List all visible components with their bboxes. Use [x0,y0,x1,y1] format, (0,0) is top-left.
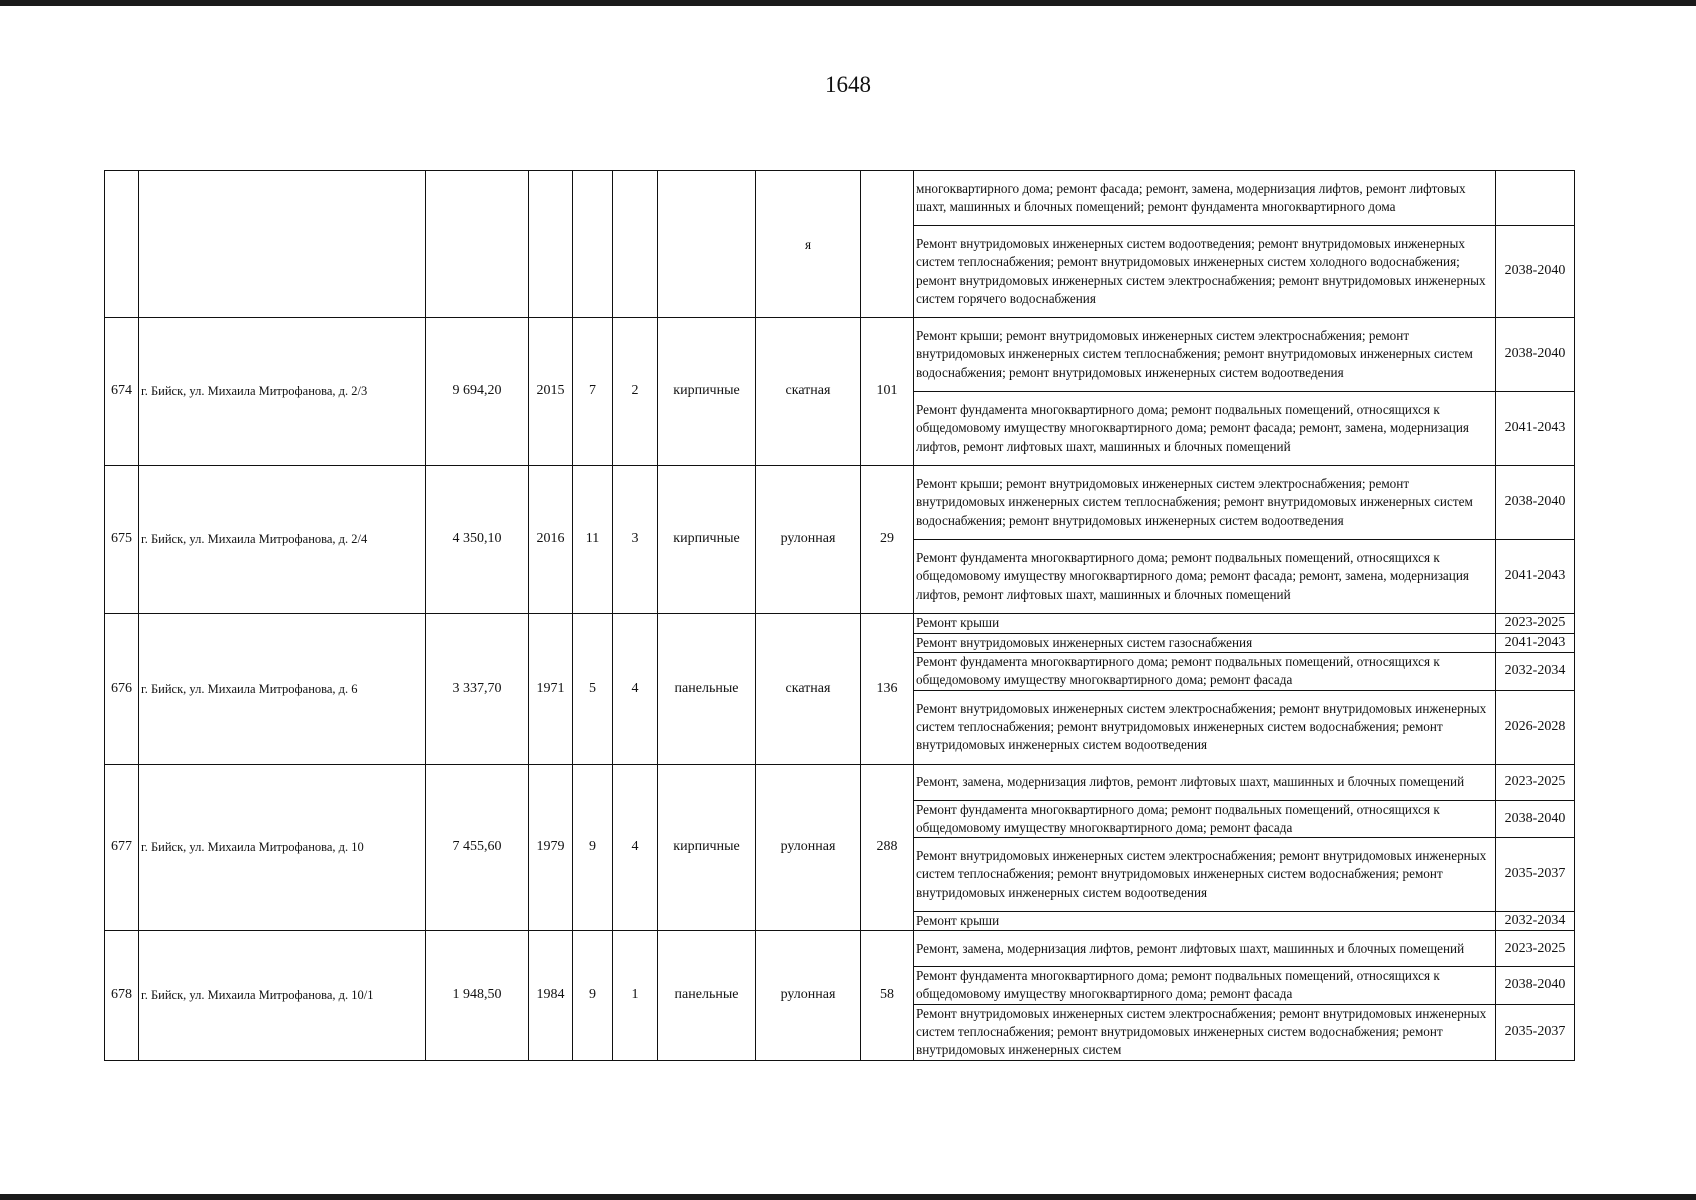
cell-work: Ремонт внутридомовых инженерных систем газоснабжения [914,634,1496,653]
cell-walls: кирпичные [658,466,756,614]
table-row [105,466,1575,540]
cell-no: 678 [105,931,139,1060]
cell-year [529,171,573,318]
cell-roof: скатная [756,614,861,765]
cell-area: 3 337,70 [426,614,529,765]
cell-period: 2041-2043 [1496,540,1575,614]
cell-address [139,171,426,318]
cell-work: Ремонт крыши [914,912,1496,931]
cell-period: 2038-2040 [1496,967,1575,1004]
cell-work: Ремонт внутридомовых инженерных систем электроснабжения; ремонт внутридомовых инженерных систем теплоснабжения; ремонт внутридомовых инженерных систем водоснабжения; ремонт внутридомовых инженерных систем водоотведения [914,690,1496,764]
cell-year: 2016 [529,466,573,614]
cell-floors: 7 [573,318,613,466]
cell-period: 2038-2040 [1496,226,1575,318]
cell-residents: 136 [861,614,914,765]
scan-edge-bottom [0,1194,1696,1200]
cell-period: 2038-2040 [1496,800,1575,837]
cell-period: 2041-2043 [1496,392,1575,466]
cell-year: 1979 [529,764,573,931]
cell-work: Ремонт внутридомовых инженерных систем водоотведения; ремонт внутридомовых инженерных систем теплоснабжения; ремонт внутридомовых инженерных систем холодного водоснабжения; ремонт внутридомовых инженерных систем электроснабжения; ремонт внутридомовых инженерных систем горячего водоснабжения [914,226,1496,318]
cell-area: 1 948,50 [426,931,529,1060]
cell-walls: панельные [658,614,756,765]
cell-roof-fragment: я [756,171,861,318]
cell-area [426,171,529,318]
cell-residents: 288 [861,764,914,931]
cell-walls: кирпичные [658,318,756,466]
cell-work: многоквартирного дома; ремонт фасада; ремонт, замена, модернизация лифтов, ремонт лифтовых шахт, машинных и блочных помещений; ремонт фундамента многоквартирного дома [914,171,1496,226]
cell-work: Ремонт фундамента многоквартирного дома; ремонт подвальных помещений, относящихся к общедомовому имуществу многоквартирного дома; ремонт фасада [914,967,1496,1004]
cell-entrances: 4 [613,764,658,931]
cell-period: 2038-2040 [1496,318,1575,392]
cell-residents: 29 [861,466,914,614]
repair-program-table [104,170,1575,1061]
cell-period: 2035-2037 [1496,838,1575,912]
cell-roof: скатная [756,318,861,466]
cell-period: 2035-2037 [1496,1004,1575,1060]
cell-roof: рулонная [756,466,861,614]
cell-residents: 58 [861,931,914,1060]
table-row [105,764,1575,800]
cell-area: 4 350,10 [426,466,529,614]
cell-work: Ремонт крыши [914,614,1496,634]
cell-work: Ремонт, замена, модернизация лифтов, ремонт лифтовых шахт, машинных и блочных помещений [914,931,1496,967]
cell-entrances: 4 [613,614,658,765]
table-row [105,614,1575,634]
cell-year: 1984 [529,931,573,1060]
cell-no [105,171,139,318]
cell-period: 2026-2028 [1496,690,1575,764]
cell-address: г. Бийск, ул. Михаила Митрофанова, д. 6 [139,614,426,765]
cell-roof: рулонная [756,931,861,1060]
cell-no: 674 [105,318,139,466]
table-body [105,171,1575,1061]
cell-address: г. Бийск, ул. Михаила Митрофанова, д. 2/3 [139,318,426,466]
cell-year: 1971 [529,614,573,765]
cell-period: 2023-2025 [1496,614,1575,634]
cell-roof: рулонная [756,764,861,931]
cell-entrances: 3 [613,466,658,614]
continuation-row [105,171,1575,226]
cell-period: 2032-2034 [1496,912,1575,931]
cell-period: 2032-2034 [1496,653,1575,690]
cell-work: Ремонт фундамента многоквартирного дома; ремонт подвальных помещений, относящихся к общедомовому имуществу многоквартирного дома; ремонт фасада; ремонт, замена, модернизация лифтов, ремонт лифтовых шахт, машинных и блочных помещений [914,392,1496,466]
cell-work: Ремонт внутридомовых инженерных систем электроснабжения; ремонт внутридомовых инженерных систем теплоснабжения; ремонт внутридомовых инженерных систем водоснабжения; ремонт внутридомовых инженерных систем [914,1004,1496,1060]
cell-work: Ремонт, замена, модернизация лифтов, ремонт лифтовых шахт, машинных и блочных помещений [914,764,1496,800]
cell-address: г. Бийск, ул. Михаила Митрофанова, д. 2/4 [139,466,426,614]
cell-floors: 11 [573,466,613,614]
cell-work: Ремонт фундамента многоквартирного дома; ремонт подвальных помещений, относящихся к общедомовому имуществу многоквартирного дома; ремонт фасада; ремонт, замена, модернизация лифтов, ремонт лифтовых шахт, машинных и блочных помещений [914,540,1496,614]
table-row [105,318,1575,392]
scan-edge-top [0,0,1696,6]
cell-walls: кирпичные [658,764,756,931]
cell-entrances [613,171,658,318]
cell-residents [861,171,914,318]
cell-area: 7 455,60 [426,764,529,931]
table-row [105,931,1575,967]
cell-walls: панельные [658,931,756,1060]
cell-address: г. Бийск, ул. Михаила Митрофанова, д. 10/1 [139,931,426,1060]
cell-entrances: 2 [613,318,658,466]
cell-no: 676 [105,614,139,765]
cell-entrances: 1 [613,931,658,1060]
cell-work: Ремонт крыши; ремонт внутридомовых инженерных систем электроснабжения; ремонт внутридомовых инженерных систем теплоснабжения; ремонт внутридомовых инженерных систем водоснабжения; ремонт внутридомовых инженерных систем водоотведения [914,318,1496,392]
cell-floors [573,171,613,318]
cell-residents: 101 [861,318,914,466]
cell-no: 675 [105,466,139,614]
cell-address: г. Бийск, ул. Михаила Митрофанова, д. 10 [139,764,426,931]
cell-walls [658,171,756,318]
cell-period: 2038-2040 [1496,466,1575,540]
cell-no: 677 [105,764,139,931]
page-number: 1648 [825,72,871,97]
cell-work: Ремонт крыши; ремонт внутридомовых инженерных систем электроснабжения; ремонт внутридомовых инженерных систем теплоснабжения; ремонт внутридомовых инженерных систем водоснабжения; ремонт внутридомовых инженерных систем водоотведения [914,466,1496,540]
cell-work: Ремонт внутридомовых инженерных систем электроснабжения; ремонт внутридомовых инженерных систем теплоснабжения; ремонт внутридомовых инженерных систем водоснабжения; ремонт внутридомовых инженерных систем водоотведения [914,838,1496,912]
cell-work: Ремонт фундамента многоквартирного дома; ремонт подвальных помещений, относящихся к общедомовому имуществу многоквартирного дома; ремонт фасада [914,800,1496,837]
cell-floors: 9 [573,764,613,931]
cell-period: 2023-2025 [1496,764,1575,800]
cell-year: 2015 [529,318,573,466]
cell-work: Ремонт фундамента многоквартирного дома; ремонт подвальных помещений, относящихся к общедомовому имуществу многоквартирного дома; ремонт фасада [914,653,1496,690]
cell-period: 2041-2043 [1496,634,1575,653]
cell-floors: 5 [573,614,613,765]
cell-area: 9 694,20 [426,318,529,466]
cell-period: 2023-2025 [1496,931,1575,967]
cell-period [1496,171,1575,226]
cell-floors: 9 [573,931,613,1060]
